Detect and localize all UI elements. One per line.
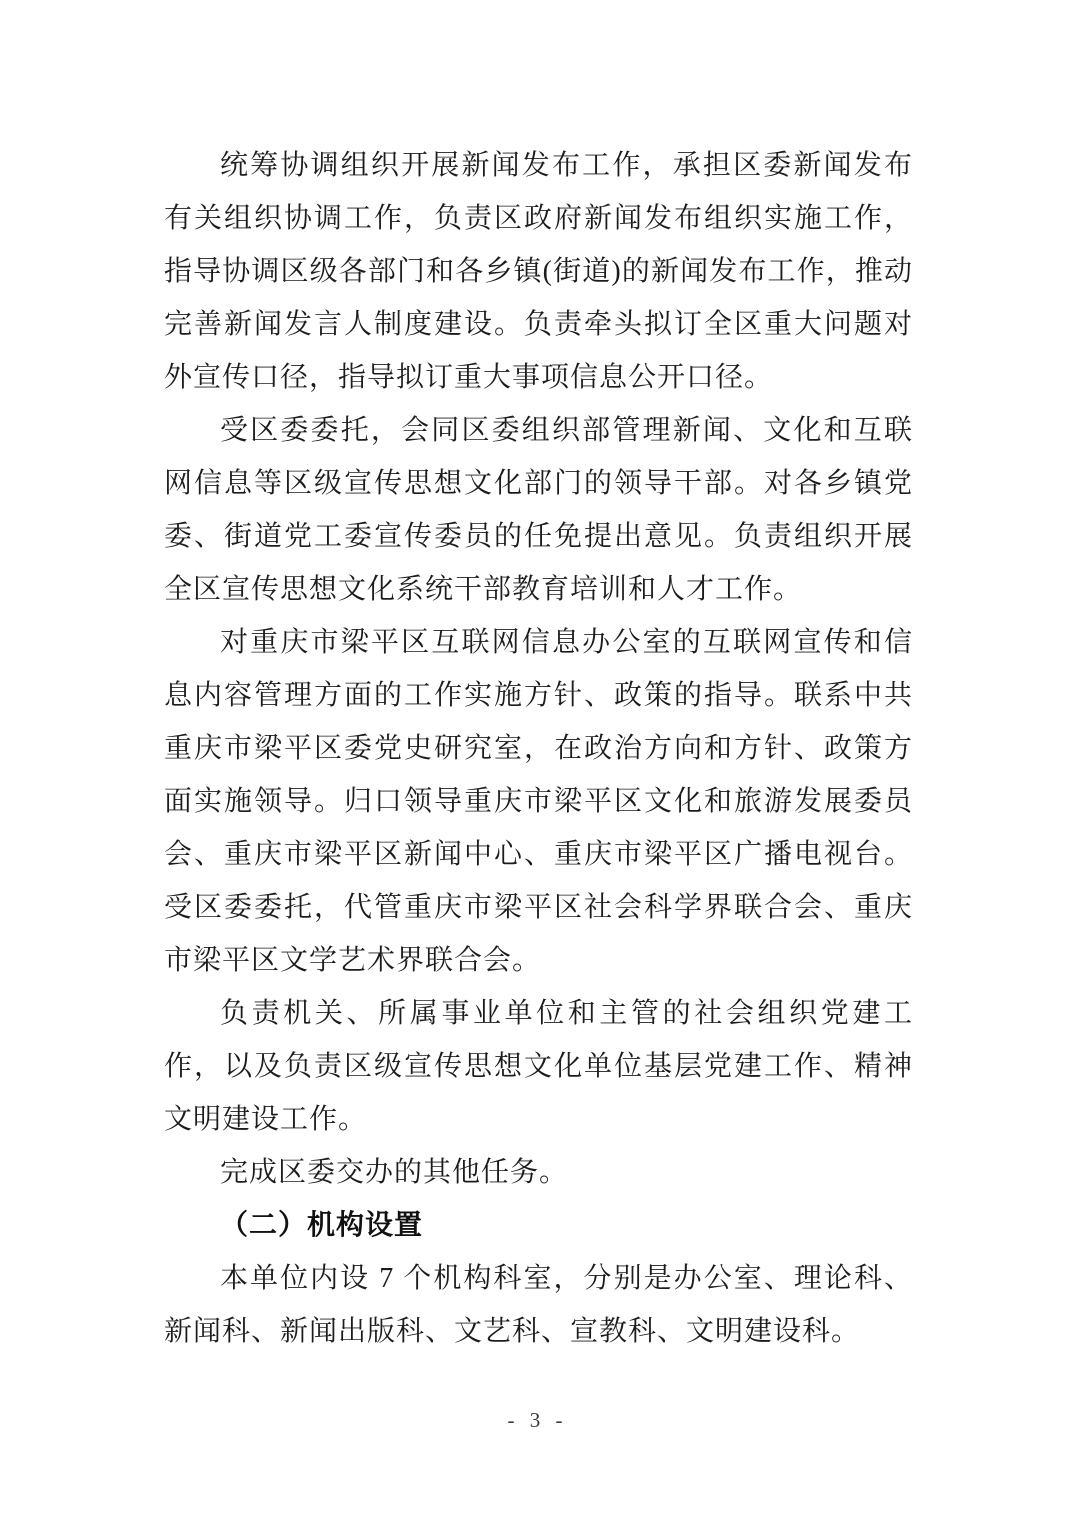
- page-number: - 3 -: [507, 1408, 568, 1432]
- paragraph-internet-and-affiliated-bodies-duties: 对重庆市梁平区互联网信息办公室的互联网宣传和信息内容管理方面的工作实施方针、政策的指导。联系中共重庆市梁平区委党史研究室，在政治方向和方针、政策方面实施领导。归口领导重庆市梁平区文化和旅游发展委员会、重庆市梁平区新闻中心、重庆市梁平区广播电视台。受区委委托，代管重庆市梁平区社会科学界联合会、重庆市梁平区文学艺术界联合会。: [164, 627, 913, 976]
- page-footer: [0, 1408, 1075, 1433]
- section-heading-organization-setup: （二）机构设置: [220, 1210, 424, 1241]
- paragraph-internal-departments: 本单位内设 7 个机构科室，分别是办公室、理论科、新闻科、新闻出版科、文艺科、宣教科、文明建设科。: [164, 1263, 913, 1347]
- paragraph-cadre-management-duties: 受区委委托，会同区委组织部管理新闻、文化和互联网信息等区级宣传思想文化部门的领导干部。对各乡镇党委、街道党工委宣传委员的任免提出意见。负责组织开展全区宣传思想文化系统干部教育培训和人才工作。: [164, 415, 913, 605]
- paragraph-party-building-duties: 负责机关、所属事业单位和主管的社会组织党建工作，以及负责区级宣传思想文化单位基层党建工作、精神文明建设工作。: [164, 998, 913, 1135]
- document-body: [164, 139, 913, 1358]
- paragraph-news-release-duties: 统筹协调组织开展新闻发布工作，承担区委新闻发布有关组织协调工作，负责区政府新闻发布组织实施工作，指导协调区级各部门和各乡镇(街道)的新闻发布工作，推动完善新闻发言人制度建设。负责牵头拟订全区重大问题对外宣传口径，指导拟订重大事项信息公开口径。: [164, 150, 913, 393]
- paragraph-other-tasks: 完成区委交办的其他任务。: [220, 1157, 569, 1188]
